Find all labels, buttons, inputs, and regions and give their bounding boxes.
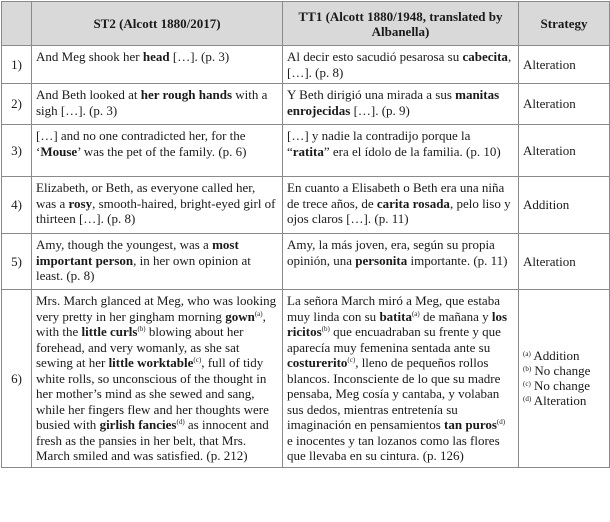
highlighted-term: rosy — [68, 195, 93, 211]
table-row — [2, 234, 610, 290]
text-segment: que encuadraban su frente y que aparecía muy femenina sentada ante su — [287, 324, 501, 355]
text-segment: Al decir esto sacudió pesarosa su — [287, 49, 463, 64]
strategy-cell: Alteration — [519, 46, 610, 84]
strategy-list-item: $^{(c)}$ No change — [523, 378, 590, 394]
text-segment: , full of tidy white rolls, so unconscious of the thought in her mother’s mind as she sewed and sang, while her fingers flew and her thoughts were busied with — [36, 355, 269, 432]
tt1-cell — [283, 84, 519, 125]
strategy-cell: Alteration — [519, 234, 610, 290]
st2-cell — [32, 84, 283, 125]
highlighted-term: manitas enrojecidas — [287, 87, 500, 118]
tt1-cell — [283, 125, 519, 177]
footnote-marker: (a) — [411, 309, 420, 318]
text-segment: importante. (p. 11) — [407, 252, 508, 268]
text-segment: ” era el ídolo de la familia. (p. 10) — [323, 143, 501, 159]
footnote-marker: (b) — [137, 325, 146, 333]
highlighted-term: los ricitos — [287, 308, 508, 339]
highlighted-term: head — [142, 49, 170, 64]
tt1-cell — [283, 234, 519, 290]
row-number: 4) — [2, 177, 32, 234]
text-segment: Mrs. March glanced at Meg, who was looking very pretty in her gingham morning — [36, 293, 277, 324]
text-segment: And Beth looked at — [36, 87, 141, 102]
highlighted-term: ratita — [292, 143, 324, 159]
highlighted-term: cabecita — [462, 49, 508, 64]
highlighted-term: little worktable — [108, 355, 194, 370]
tt1-cell — [283, 290, 519, 468]
highlighted-term: Mouse — [40, 143, 78, 159]
text-segment: […]. (p. 3) — [169, 49, 230, 64]
text-segment: Elizabeth, or Beth, as everyone called her, was a — [36, 180, 256, 211]
text-segment: En cuanto a Elisabeth o Beth era una niña de trece años, de — [287, 180, 505, 211]
text-segment: […]. (p. 9) — [350, 102, 410, 118]
text-segment: ’ was the pet of the family. (p. 6) — [77, 143, 247, 159]
tt1-cell — [283, 46, 519, 84]
strategy-cell: Alteration — [519, 125, 610, 177]
highlighted-term: tan puros — [444, 417, 497, 432]
highlighted-term: costurerito — [287, 355, 348, 370]
table-row — [2, 46, 610, 84]
header-st2: ST2 (Alcott 1880/2017) — [32, 2, 283, 46]
text-segment: Amy, la más joven, era, según su propia opinión, una — [287, 237, 495, 268]
st2-cell — [32, 46, 283, 84]
footnote-marker: (d) — [176, 418, 185, 426]
text-segment: And Meg shook her — [36, 49, 143, 64]
strategy-cell: Addition — [519, 177, 610, 234]
highlighted-term: most important person — [36, 237, 239, 268]
st2-cell — [32, 177, 283, 234]
tt1-cell — [283, 177, 519, 234]
strategies-table — [1, 1, 610, 468]
strategy-cell: Alteration — [519, 84, 610, 125]
strategy-list-item: $^{(b)}$ No change — [523, 363, 591, 379]
text-segment: as innocent and fresh as the pansies in her belt, that Mrs. March smiled and was satisfied. (p. 212) — [36, 417, 269, 463]
row-number: 6) — [2, 290, 32, 468]
highlighted-term: little curls — [81, 324, 138, 339]
footnote-marker: (d) — [496, 418, 506, 426]
text-segment: with a sigh […]. (p. 3) — [36, 87, 268, 118]
strategy-list-item: $^{(a)}$ Addition — [523, 348, 580, 364]
highlighted-term: batita — [379, 308, 412, 324]
row-number: 1) — [2, 46, 32, 84]
text-segment: , lleno de pequeños rollos blancos. Inconsciente de lo que su madre pensaba, Meg cosía y cantaba, y volaban sus dedos, mientras entretenía su imaginación en pensamientos — [287, 355, 501, 432]
text-segment: La señora March miró a Meg, que estaba muy linda con su — [287, 293, 500, 324]
text-segment: de mañana y — [419, 308, 492, 324]
text-segment: , […]. (p. 8) — [287, 49, 512, 80]
row-number: 5) — [2, 234, 32, 290]
text-segment: […] y nadie la contradijo porque la “ — [287, 128, 471, 159]
header-row — [2, 2, 610, 46]
st2-cell — [32, 290, 283, 468]
text-segment: blowing about her forehead, and very womanly, as she sat sewing at her — [36, 324, 244, 370]
table-row — [2, 177, 610, 234]
text-segment: , smooth-haired, bright-eyed girl of thirteen […]. (p. 8) — [36, 195, 276, 226]
highlighted-term: personita — [355, 252, 408, 268]
table-row — [2, 290, 610, 468]
highlighted-term: gown — [225, 308, 255, 324]
st2-cell — [32, 125, 283, 177]
footnote-marker: (b) — [321, 325, 330, 333]
highlighted-term: her rough hands — [140, 87, 232, 102]
strategy-cell — [519, 290, 610, 468]
footnote-marker: (a) — [254, 309, 263, 318]
highlighted-term: girlish fancies — [99, 417, 177, 432]
header-strategy: Strategy — [519, 2, 610, 46]
highlighted-term: carita rosada — [376, 195, 450, 211]
text-segment: Y Beth dirigió una mirada a sus — [287, 87, 456, 102]
table-row — [2, 125, 610, 177]
footnote-marker: (c) — [193, 356, 202, 364]
row-number: 2) — [2, 84, 32, 125]
st2-cell — [32, 234, 283, 290]
footnote-marker: (c) — [347, 356, 356, 364]
text-segment: […] and no one contradicted her, for the ‘ — [36, 128, 246, 159]
table-row — [2, 84, 610, 125]
text-segment: Amy, though the youngest, was a — [36, 237, 213, 252]
header-num — [2, 2, 32, 46]
text-segment: , pelo liso y ojos claros […]. (p. 11) — [287, 195, 511, 226]
header-tt1: TT1 (Alcott 1880/1948, translated by Albanella) — [283, 2, 519, 46]
strategy-list-item: $^{(d)}$ Alteration — [523, 393, 587, 409]
row-number: 3) — [2, 125, 32, 177]
text-segment: , in her own opinion at least. (p. 8) — [36, 252, 251, 283]
text-segment: , with the — [36, 308, 266, 339]
text-segment: e inocentes y tan lozanos como las flores que llevaba en su cintura. (p. 126) — [287, 432, 500, 463]
